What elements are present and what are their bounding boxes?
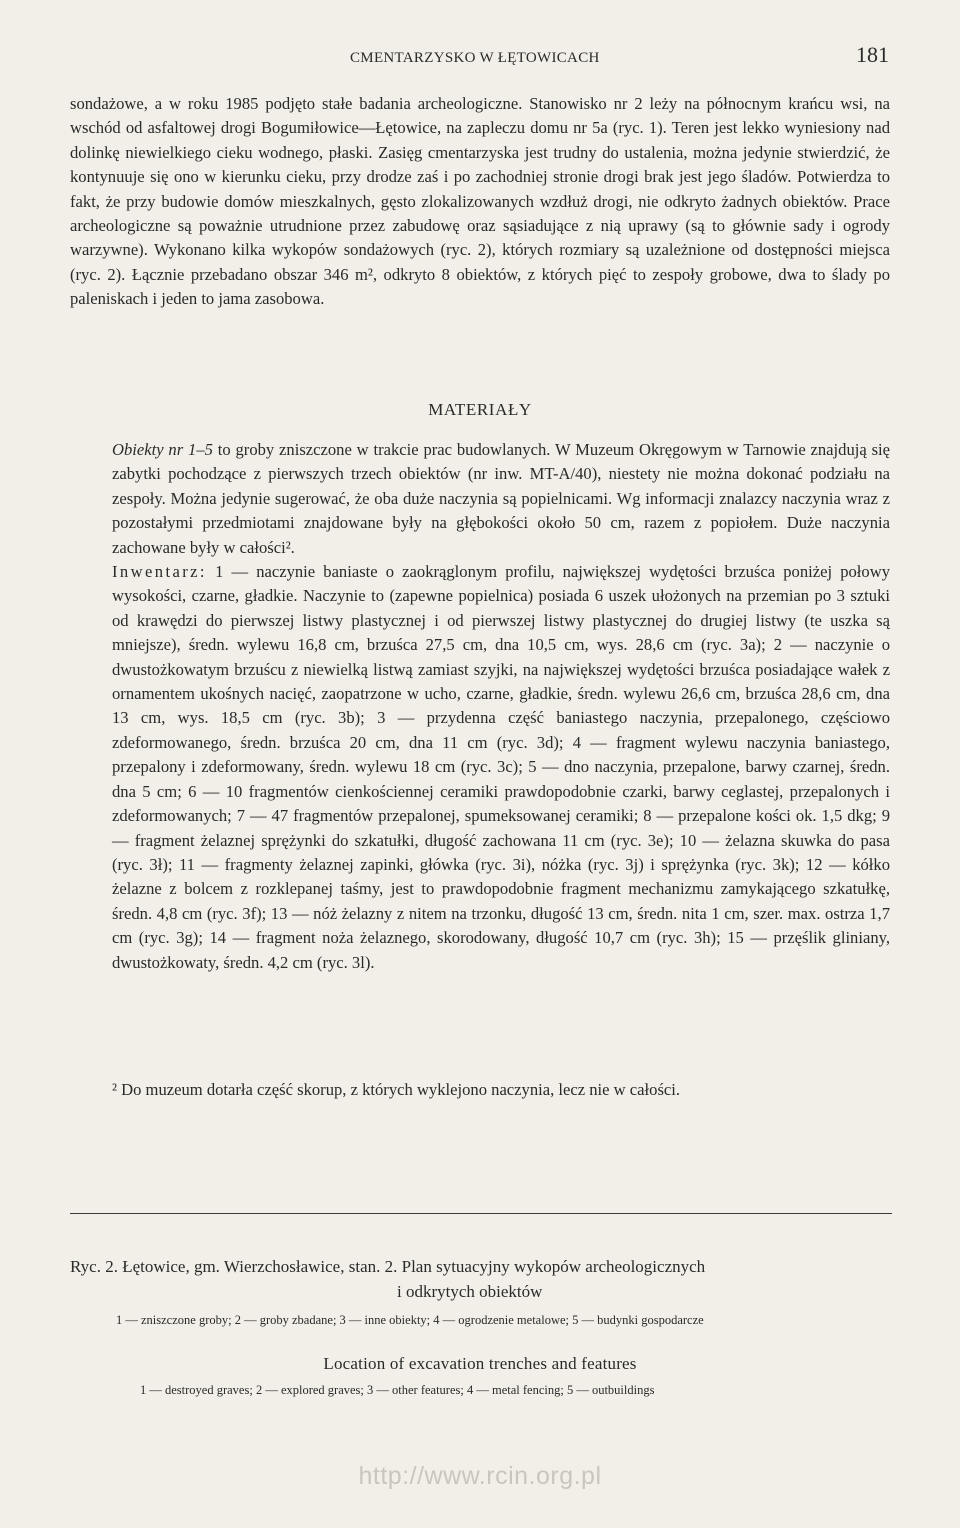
- figure-caption-line-2: i odkrytych obiektów: [397, 1282, 543, 1301]
- footnote: ² Do muzeum dotarła część skorup, z których wyklejono naczynia, lecz nie w całości.: [112, 1080, 681, 1099]
- figure-legend-english: 1 — destroyed graves; 2 — explored graves; 3 — other features; 4 — metal fencing; 5 — outbuildings: [140, 1383, 655, 1397]
- running-header: CMENTARZYSKO W ŁĘTOWICACH: [350, 50, 600, 66]
- objects-lead: Obiekty nr 1–5: [112, 440, 213, 459]
- watermark-url: http://www.rcin.org.pl: [358, 1462, 602, 1490]
- section-heading: MATERIAŁY: [428, 400, 532, 419]
- divider: [70, 1213, 892, 1214]
- figure-legend-polish: 1 — zniszczone groby; 2 — groby zbadane; 3 — inne obiekty; 4 — ogrodzenie metalowe; 5 — budynki gospodarcze: [116, 1313, 704, 1327]
- page-number: 181: [856, 42, 889, 67]
- objects-text: to groby zniszczone w trakcie prac budowlanych. W Muzeum Okręgowym w Tarnowie znajdują się zabytki pochodzące z pierwszych trzech obiektów (nr inw. MT-A/40), niestety nie można dokonać podziału na zespoły. Można jedynie sugerować, że oba duże naczynia są popielnicami. Wg informacji znalazcy naczynia wraz z pozostałymi przedmiotami znajdowane były na głębokości około 50 cm, razem z popiołem. Duże naczynia zachowane były w całości².: [112, 440, 890, 557]
- intro-paragraph-text: sondażowe, a w roku 1985 podjęto stałe badania archeologiczne. Stanowisko nr 2 leży na północnym krańcu wsi, na wschód od asfaltowej drogi Bogumiłowice—Łętowice, na zapleczu domu nr 5a (ryc. 1). Teren jest lekko wyniesiony nad dolinkę niewielkiego cieku wodnego, płaski. Zasięg cmentarzyska jest trudny do ustalenia, można jedynie stwierdzić, że kontynuuje się ono w kierunku cieku, przy drodze zaś i po zachodniej stronie drogi brak jest jego śladów. Potwierdza to fakt, że przy budowie domów mieszkalnych, gęsto zlokalizowanych wzdłuż drogi, nie odkryto żadnych obiektów. Prace archeologiczne są poważnie utrudnione przez zabudowę oraz sąsiadujące z nią uprawy (są to głównie sady i ogrody warzywne). Wykonano kilka wykopów sondażowych (ryc. 2), których rozmiary są uzależnione od dostępności miejsca (ryc. 2). Łącznie przebadano obszar 346 m², odkryto 8 obiektów, z których pięć to zespoły grobowe, dwa to ślady po paleniskach i jeden to jama zasobowa.: [70, 94, 890, 309]
- figure-caption-line-1: Ryc. 2. Łętowice, gm. Wierzchosławice, stan. 2. Plan sytuacyjny wykopów archeologicznych: [70, 1257, 706, 1276]
- materials-section: [70, 438, 890, 975]
- inventory-text: 1 — naczynie baniaste o zaokrąglonym profilu, największej wydętości brzuśca poniżej połowy wysokości, czarne, gładkie. Naczynie to (zapewne popielnica) posiada 6 uszek ułożonych na przemian po 3 sztuki od krawędzi do pierwszej listwy plastycznej i od pierwszej listwy plastycznej do drugiej listwy (te uszka są mniejsze), średn. wylewu 16,8 cm, brzuśca 27,5 cm, dna 10,5 cm, wys. 28,6 cm (ryc. 3a); 2 — naczynie o dwustożkowatym brzuścu z niewielką listwą zamiast szyjki, na największej wydętości brzuśca posiadające wałek z ornamentem ukośnych nacięć, zaopatrzone w ucho, czarne, gładkie, średn. wylewu 26,6 cm, brzuśca 28,6 cm, dna 13 cm, wys. 18,5 cm (ryc. 3b); 3 — przydenna część baniastego naczynia, przepalonego, częściowo zdeformowanego, średn. brzuśca 20 cm, dna 11 cm (ryc. 3d); 4 — fragment wylewu naczynia baniastego, przepalony i zdeformowany, średn. wylewu 18 cm (ryc. 3c); 5 — dno naczynia, przepalone, barwy czarnej, średn. dna 5 cm; 6 — 10 fragmentów cienkościennej ceramiki prawdopodobnie czarki, barwy ceglastej, przepalonych i zdeformowanych; 7 — 47 fragmentów przepalonej, spumeksowanej ceramiki; 8 — przepalone kości ok. 1,5 dkg; 9 — fragment żelaznej sprężynki do szkatułki, długość zachowana 11 cm (ryc. 3e); 10 — żelazna skuwka do pasa (ryc. 3ł); 11 — fragmenty żelaznej zapinki, główka (ryc. 3i), nóżka (ryc. 3j) i sprężynka (ryc. 3k); 12 — kółko żelazne z bolcem z rozklepanej taśmy, jest to prawdopodobnie fragment mechanizmu zamykającego szkatułkę, średn. 4,8 cm (ryc. 3f); 13 — nóż żelazny z nitem na trzonku, długość 13 cm, średn. nita 1 cm, szer. max. ostrza 1,7 cm (ryc. 3g); 14 — fragment noża żelaznego, skorodowany, długość 10,7 cm (ryc. 3h); 15 — przęślik gliniany, dwustożkowaty, średn. 4,2 cm (ryc. 3l).: [112, 562, 890, 972]
- figure-caption-english: Location of excavation trenches and features: [323, 1354, 637, 1373]
- inventory-label: Inwentarz:: [112, 562, 207, 582]
- figure-caption: [70, 1254, 890, 1304]
- inventory-paragraph: [70, 560, 890, 975]
- objects-paragraph: [70, 438, 890, 560]
- intro-paragraph: [70, 92, 890, 312]
